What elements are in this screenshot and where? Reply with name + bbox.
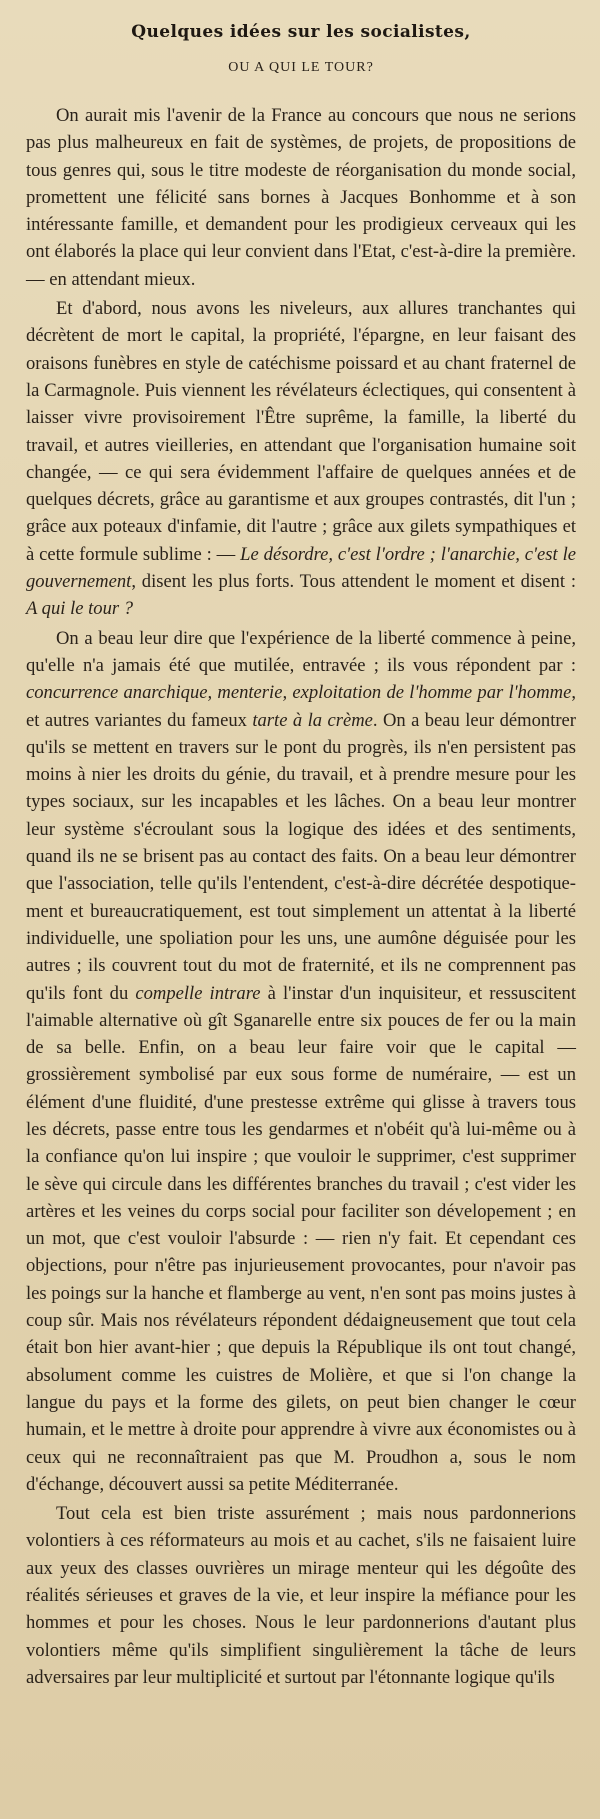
article-paragraph [26, 625, 576, 1499]
article-subtitle: OU A QUI LE TOUR? [228, 60, 374, 75]
italic-phrase: A qui le tour ? [26, 598, 134, 620]
text-run: , disent les plus forts. Tous attendent le moment et disent : [131, 571, 576, 593]
text-run: Et d'abord, nous avons les niveleurs, aux allures tranchantes qui décrètent de mort le capital, la propriété, l'épargne, en leur faisant des oraisons funèbres en style de catéchisme poissard et au chant fraternel de la Carmagnole. Puis viennent les révélateurs éclectiques, qui consentent à laisser vivre provisoirement l'Être suprême, la famille, la liberté du travail, et autres vieilleries, en attendant que l'organisation humaine soit changée, — ce qui sera évidemment l'affaire de quelques années et de quelques décrets, grâce au garantisme et aux groupes contrastés, dit l'un ; grâce aux poteaux d'infamie, dit l'autre ; grâce aux gilets sympathiques et à cette formule sublime : — [26, 298, 576, 565]
italic-phrase: concurrence anarchique, menterie, exploitation de l'homme par l'homme [26, 682, 572, 704]
italic-phrase: compelle intrare [135, 982, 261, 1004]
article-paragraph [26, 102, 576, 293]
text-run: . On a beau leur démontrer qu'ils se mettent en travers sur le pont du progrès, ils n'en persistent pas moins à nier les droits du génie, du travail, et à prendre mesure pour les types sociaux, sur les incapables et les lâches. On a beau leur montrer leur système s'écroulant sous la logique des idées et des sentiments, quand ils ne se brisent pas au contact des faits. On a beau leur démontrer que l'association, telle qu'ils l'entendent, c'est-à-dire décrétée despotiquement et bureaucratiquement, est tout simplement un attentat à la liberté individuelle, une spoliation pour les uns, une aumône déguisée pour les autres ; ils couvrent tout du mot de fraternité, et ils ne comprennent pas qu'ils font du [26, 709, 576, 1004]
article-title: Quelques idées sur les socialistes, [131, 22, 471, 42]
italic-phrase: tarte à la crème [252, 709, 373, 731]
text-run: , et autres variantes du fameux [26, 682, 576, 731]
text-run: On aurait mis l'avenir de la France au concours que nous ne serions pas plus malheureux en fait de systèmes, de projets, de propositions de tous genres qui, sous le titre modeste de réorganisation du monde social, promettent une félicité sans bornes à Jacques Bonhomme et à son intéressante famille, et demandent pour les prodigieux cerveaux qui les ont élaborés la place qui leur convient dans l'Etat, c'est-à-dire la première. — en attendant mieux. [26, 105, 576, 290]
article-paragraph [26, 1500, 576, 1691]
italic-phrase: Le désordre, c'est l'ordre ; l'anarchie, c'est le gouvernement [26, 543, 576, 593]
article-paragraph [26, 295, 576, 623]
text-run: à l'instar d'un inquisiteur, et ressuscitent l'aimable alternative où gît Sganarelle entre six pouces de fer ou la main de sa belle. Enfin, on a beau leur faire voir que le capital — grossièrement symbolisé par eux sous forme de numéraire, — est un élément d'une fluidité, d'une prestesse extrême qui glisse à travers tous les décrets, passe entre tous les gendarmes et n'obéit qu'à lui-même ou à la confiance qu'on lui inspire ; que vouloir le supprimer, c'est supprimer le sève qui circule dans les différentes branches du travail ; c'est vider les artères et les veines du corps social pour faciliter son dévelopement ; en un mot, que c'est vouloir l'absurde : — rien n'y fait. Et cependant ces objections, pour n'être pas injurieusement provocantes, pour n'avoir pas les poings sur la hanche et flamberge au vent, n'en sont pas moins justes à coup sûr. Mais nos révélateurs répondent dédaigneusement que tout cela était bon hier avant-hier ; que depuis la République ils ont tout changé, absolument comme les cuistres de Molière, et que si l'on change la langue du pays et la forme des gilets, on peut bien changer le cœur humain, et le mettre à droite pour apprendre à vivre aux économistes ou à ceux qui ne reconnaîtraient pas que M. Proudhon a, sous le nom d'échange, découvert aussi sa petite Méditerranée. [26, 982, 576, 1495]
article-body [26, 102, 576, 1691]
text-run: Tout cela est bien triste assurément ; mais nous pardonnerions volontiers à ces réformateurs au mois et au cachet, s'ils ne faisaient luire aux yeux des classes ouvrières un mirage menteur qui les dégoûte des réalités sérieuses et graves de la vie, et leur inspire la méfiance pour les hommes et pour les choses. Nous le leur pardonnerions d'autant plus volontiers même qu'ils simplifient singulièrement la tâche de leurs adversaires par leur multiplicité et surtout par l'étonnante logique qu'ils [26, 1503, 576, 1688]
text-run: On a beau leur dire que l'expérience de la liberté commence à peine, qu'elle n'a jamais été que mutilée, entravée ; ils vous répondent par : [26, 627, 576, 676]
